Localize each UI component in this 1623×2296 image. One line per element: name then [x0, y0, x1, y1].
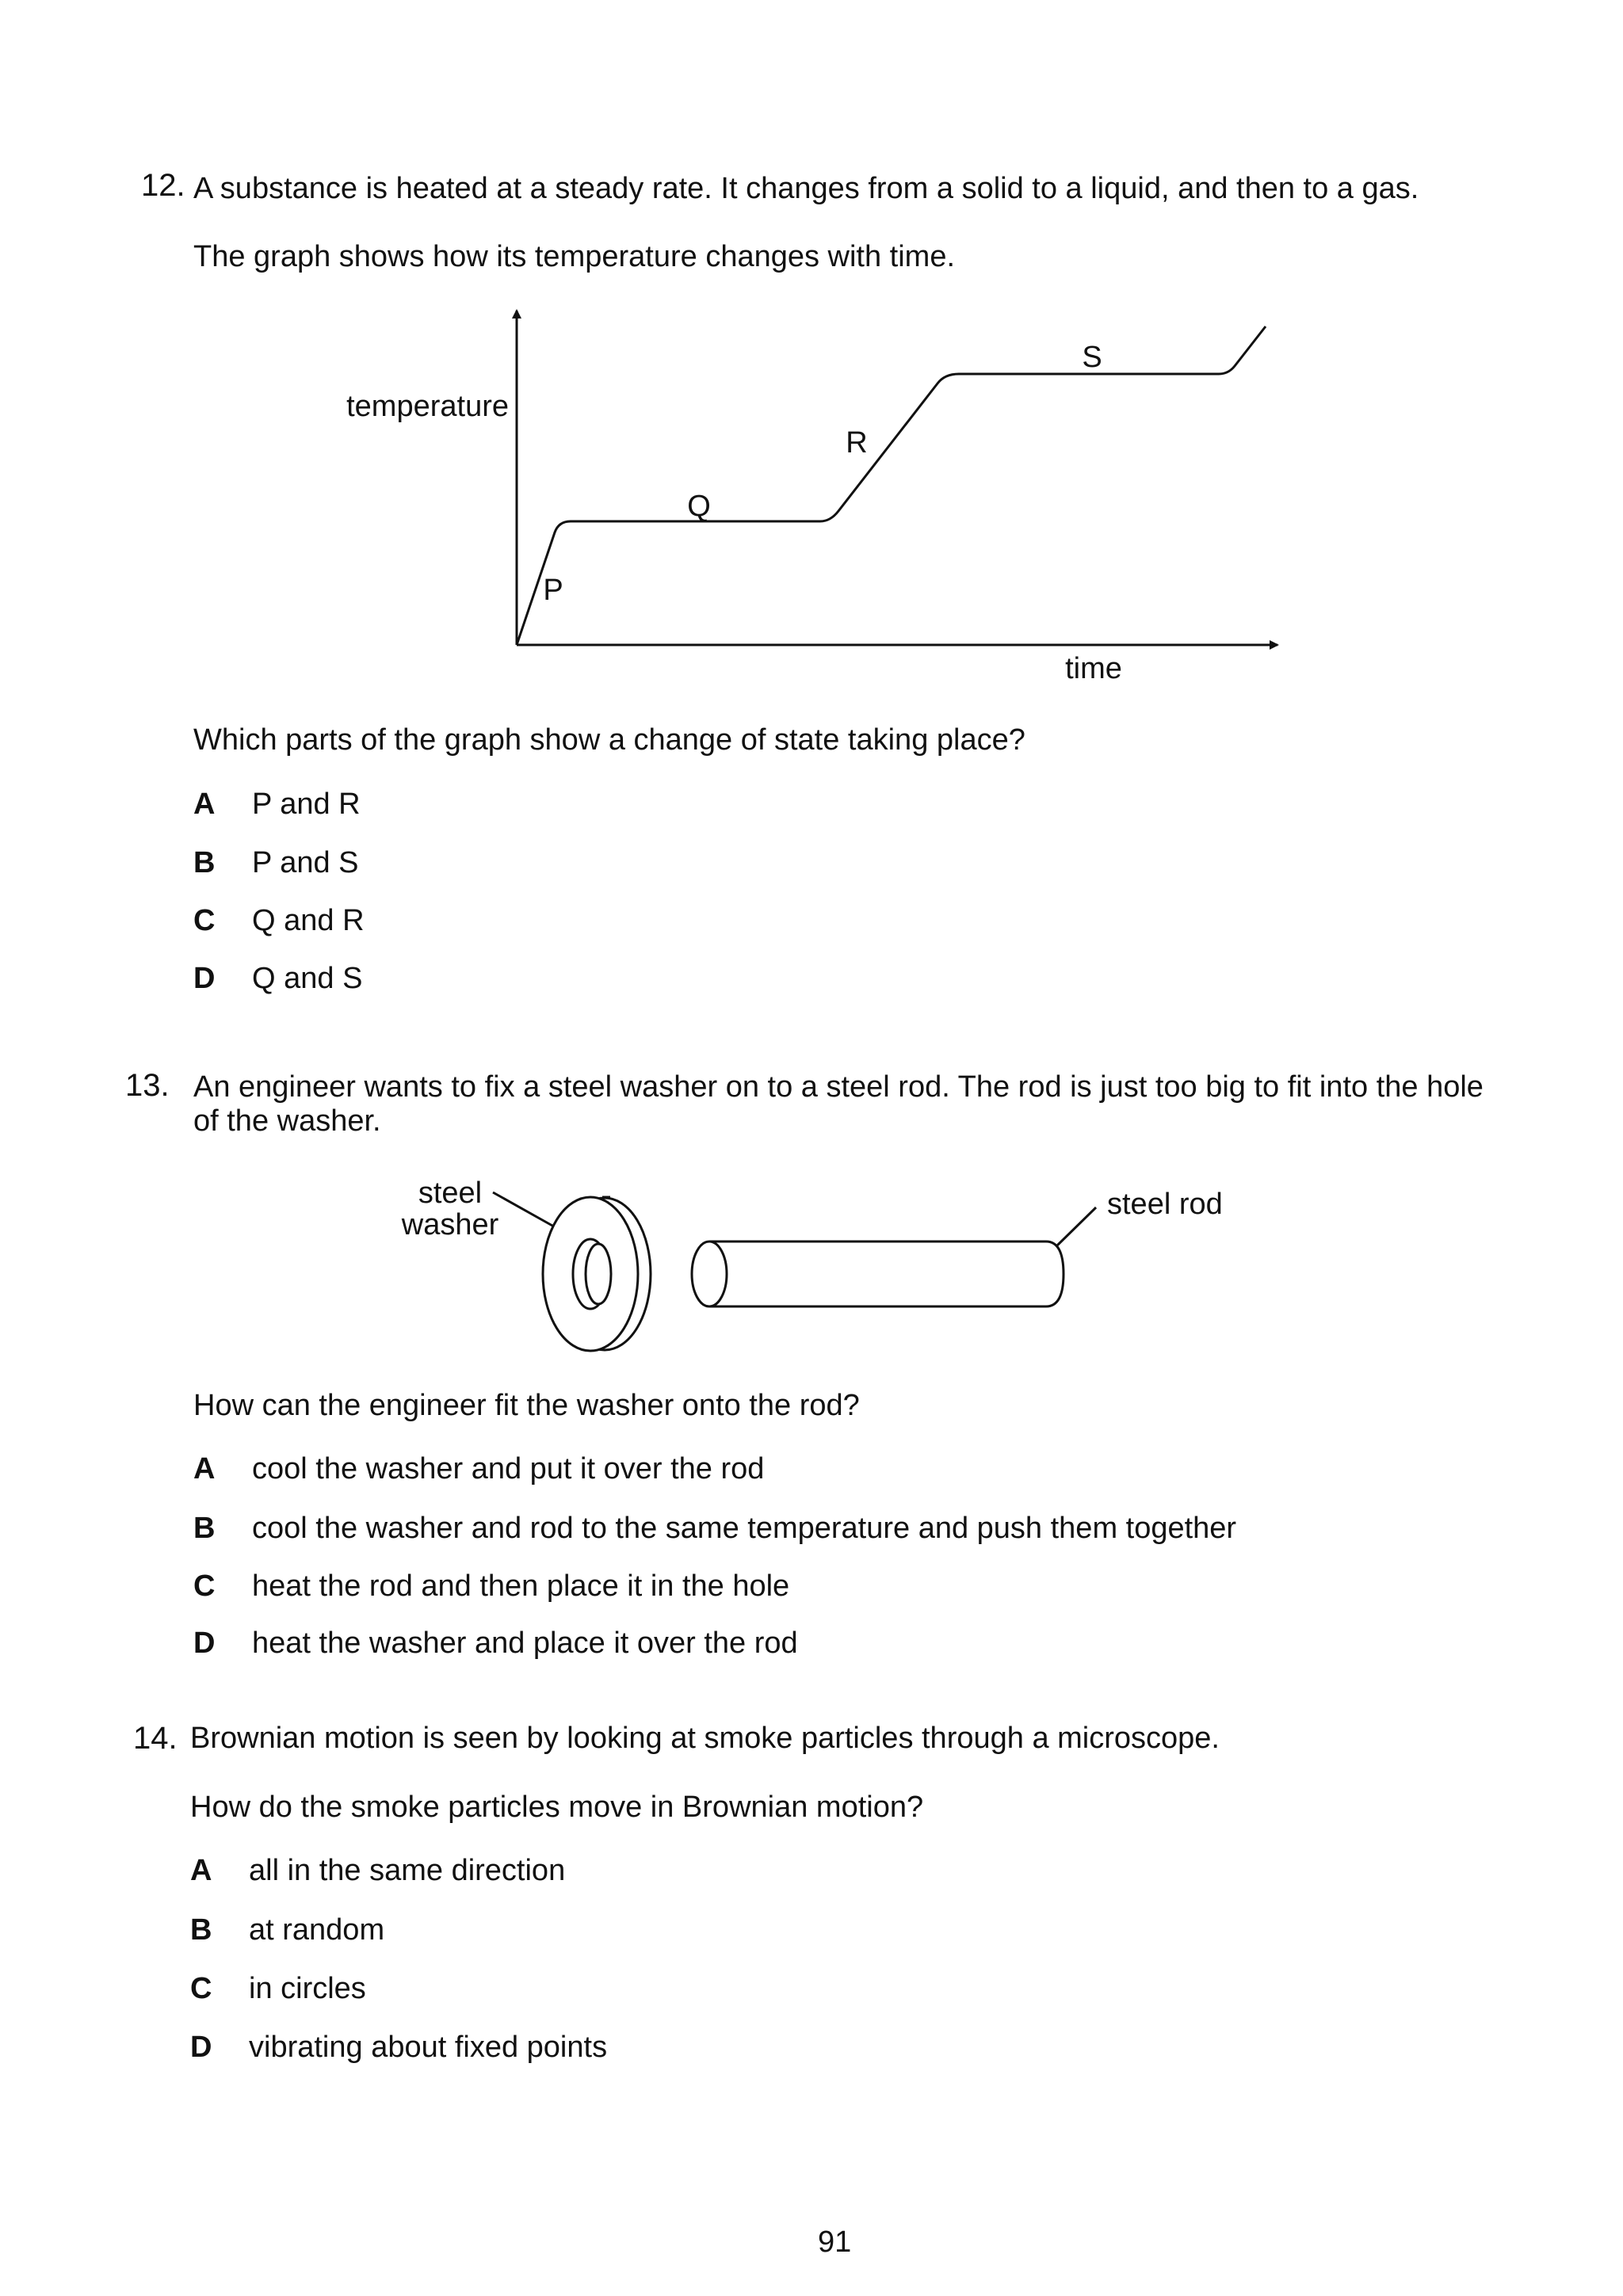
q13-option-d-letter[interactable]: D: [193, 1627, 216, 1660]
washer-label-line-1: steel: [418, 1177, 483, 1210]
q13-option-c-text[interactable]: heat the rod and then place it in the hole: [252, 1569, 790, 1603]
question-14-prompt: How do the smoke particles move in Brownian motion?: [190, 1791, 924, 1824]
q14-option-c-text[interactable]: in circles: [249, 1972, 366, 2005]
question-14-number: 14.: [133, 1721, 178, 1756]
question-12-number: 12.: [141, 168, 185, 203]
q14-option-d-text[interactable]: vibrating about fixed points: [249, 2031, 608, 2064]
q13-option-c-letter[interactable]: C: [193, 1569, 216, 1603]
washer-leader-line: [493, 1192, 552, 1226]
q13-option-a-text[interactable]: cool the washer and put it over the rod: [252, 1452, 765, 1486]
y-axis-label: temperature: [346, 390, 509, 423]
steel-washer: [543, 1197, 651, 1351]
segment-label-q: Q: [687, 490, 711, 523]
q13-option-d-text[interactable]: heat the washer and place it over the rod: [252, 1627, 798, 1660]
q14-option-a-letter[interactable]: A: [190, 1854, 212, 1887]
q12-option-a-text[interactable]: P and R: [252, 788, 361, 821]
q13-option-b-letter[interactable]: B: [193, 1512, 216, 1545]
steel-rod: [692, 1241, 1064, 1306]
question-12-stem: A substance is heated at a steady rate. It changes from a solid to a liquid, and then to a gas.: [193, 172, 1419, 205]
q13-option-b-text[interactable]: cool the washer and rod to the same temperature and push them together: [252, 1512, 1237, 1545]
question-14-stem: Brownian motion is seen by looking at smoke particles through a microscope.: [190, 1722, 1220, 1755]
q12-option-b-text[interactable]: P and S: [252, 846, 359, 879]
question-13-stem-line-1: An engineer wants to fix a steel washer on to a steel rod. The rod is just too big to fit into the hole: [193, 1070, 1484, 1104]
q12-option-c-text[interactable]: Q and R: [252, 904, 365, 937]
q12-option-d-letter[interactable]: D: [193, 962, 216, 995]
segment-label-r: R: [846, 426, 868, 460]
rod-leader-line: [1057, 1207, 1096, 1245]
question-13-stem-line-2: of the washer.: [193, 1104, 381, 1138]
page-number: 91: [818, 2225, 852, 2259]
q14-option-d-letter[interactable]: D: [190, 2031, 212, 2064]
q13-option-a-letter[interactable]: A: [193, 1452, 216, 1486]
x-axis-label: time: [1065, 652, 1122, 685]
question-12-stem-2: The graph shows how its temperature changes with time.: [193, 240, 956, 273]
q14-option-a-text[interactable]: all in the same direction: [249, 1854, 566, 1887]
q12-option-b-letter[interactable]: B: [193, 846, 216, 879]
q12-option-c-letter[interactable]: C: [193, 904, 216, 937]
question-13-number: 13.: [125, 1068, 170, 1103]
washer-label-line-2: washer: [401, 1208, 499, 1241]
q14-option-c-letter[interactable]: C: [190, 1972, 212, 2005]
q14-option-b-letter[interactable]: B: [190, 1913, 212, 1947]
q14-option-b-text[interactable]: at random: [249, 1913, 385, 1947]
rod-label: steel rod: [1107, 1188, 1223, 1221]
question-13-prompt: How can the engineer fit the washer onto the rod?: [193, 1389, 860, 1422]
q12-option-a-letter[interactable]: A: [193, 788, 216, 821]
segment-label-p: P: [543, 574, 563, 607]
segment-label-s: S: [1082, 341, 1102, 374]
q12-option-d-text[interactable]: Q and S: [252, 962, 363, 995]
question-12-prompt: Which parts of the graph show a change of state taking place?: [193, 723, 1025, 757]
